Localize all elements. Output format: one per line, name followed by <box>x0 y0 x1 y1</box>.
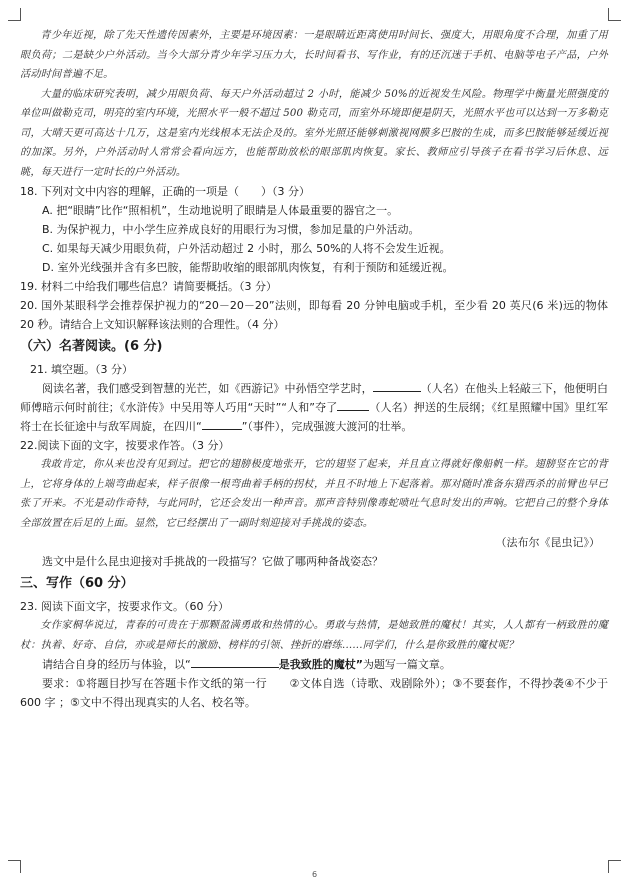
passage-paragraph-2: 大量的临床研究表明，减少用眼负荷、每天户外活动超过 2 小时，能减少 50%的近视发生风险。物理学中衡量光照强度的单位叫做勒克司，明亮的室内环境，光照水平一般不超过 500 勒克司，而室外环境即便是阴天，光照水平也可以达到一万多勒克司，大晴天更可高达十几万，这是室内光线根本无法企及的。室外光照还能够刺激视网膜多巴胺的生成，而多巴胺能够延缓近视的加深。另外，户外活动时人常常会看向远方，也能帮助放松的眼部肌肉恢复。家长、教师应引导孩子在看书学习后休息、远眺，每天进行一定时长的户外活动。 <box>20 88 608 178</box>
section-6-heading: （六）名著阅读。(6 分) <box>20 339 163 354</box>
question-22-stem: 22.阅读下面的文字，按要求作答。（3 分） <box>20 439 230 452</box>
essay-title-blank[interactable] <box>191 655 279 668</box>
question-18-option-a: A. 把“眼睛”比作“照相机”，生动地说明了眼睛是人体最重要的器官之一。 <box>42 204 399 217</box>
question-23-stem: 23. 阅读下面文字，按要求作文。（60 分） <box>20 600 229 613</box>
question-21-stem: 21. 填空题。（3 分） <box>30 363 133 376</box>
essay-requirements: 要求：①将题目抄写在答题卡作文纸的第一行 ②文体自选（诗歌、戏剧除外）；③不要套作，不得抄袭④不少于 600 字 ；⑤文中不得出现真实的人名、校名等。 <box>20 677 608 709</box>
question-18-option-d: D. 室外光线强并含有多巴胺，能帮助收缩的眼部肌肉恢复，有利于预防和延缓近视。 <box>42 261 454 274</box>
q21-text-3: （人名）押送的生辰纲；《红星照耀中国》里红军将士在长征途中与敌军周旋，在四川“ <box>20 401 608 433</box>
question-22-source: （法布尔《昆虫记》） <box>495 536 600 549</box>
question-22-question: 选文中是什么昆虫迎接对手挑战的一段描写？它做了哪两种备战姿态？ <box>42 555 383 568</box>
question-22-excerpt: 我敢肯定，你从来也没有见到过。把它的翅膀极度地张开，它的翅竖了起来，并且直立得就好像船帆一样。翅膀竖在它的背上，它将身体的上端弯曲起来，样子很像一根弯曲着手柄的拐杖，并且不时地上下起落着。那对随时准备东猎西杀的前臂也早已张了开来。不光是动作奇特，与此同时，它还会发出一种声音。那声音特别像毒蛇喷吐气息时发出的声响。它把自己的整个身体全部放置在后足的上面。显然，它已经摆出了一副时刻迎接对手挑战的姿态。 <box>20 459 608 529</box>
question-19: 19. 材料二中给我们哪些信息？请简要概括。（3 分） <box>20 280 277 293</box>
crop-mark-top-right <box>608 8 621 21</box>
essay-prompt-text: 女作家桐华说过，青春的可贵在于那颗盈满勇敢和热情的心。勇敢与热情，是她致胜的魔杖！其实，人人都有一柄致胜的魔杖：执着、好奇、自信，亦或是师长的激励、榜样的引领、挫折的磨练......同学们，什么是你致胜的魔杖呢？ <box>20 620 608 651</box>
q21-text-2: （人名）在他头上轻敲三下，他便明白师傅暗示何时前往；《水浒传》中吴用等人巧用“天时”“人和”夺了 <box>20 382 609 414</box>
exam-page <box>20 26 608 712</box>
crop-mark-top-left <box>8 8 21 21</box>
q21-text-1: 阅读名著，我们感受到智慧的光芒，如《西游记》中孙悟空学艺时， <box>42 382 373 395</box>
q21-blank-1[interactable] <box>373 379 421 392</box>
essay-instruction-pre: 请结合自身的经历与体验，以“ <box>42 658 191 671</box>
question-21-body <box>20 379 608 436</box>
page-number: 6 <box>311 870 318 879</box>
question-18-stem: 18. 下列对文中内容的理解，正确的一项是（ ）（3 分） <box>20 185 310 198</box>
q21-text-4: ”（事件），完成强渡大渡河的壮举。 <box>241 420 413 433</box>
q21-blank-2[interactable] <box>337 398 369 411</box>
essay-instruction <box>20 655 608 674</box>
question-20: 20. 国外某眼科学会推荐保护视力的“20－20－20”法则，即每看 20 分钟电脑或手机，至少看 20 英尺(6 米)远的物体 20 秒。请结合上文知识解释该法则的合理性。（4 分） <box>20 299 608 331</box>
question-18-option-b: B. 为保护视力，中小学生应养成良好的用眼行为习惯，参加足量的户外活动。 <box>42 223 420 236</box>
essay-instruction-post: 为题写一篇文章。 <box>362 658 451 671</box>
writing-section-heading: 三、写作（60 分） <box>20 576 134 591</box>
q21-blank-3[interactable] <box>202 417 242 430</box>
passage-paragraph-1: 青少年近视，除了先天性遗传因素外，主要是环境因素：一是眼睛近距离使用时间长、强度大，用眼角度不合理，加重了用眼负荷；二是缺少户外活动。当今大部分青少年学习压力大，长时间看书、写作业，有的还沉迷于手机、电脑等电子产品，户外活动时间普遍不足。 <box>20 30 608 80</box>
question-18-option-c: C. 如果每天减少用眼负荷，户外活动超过 2 小时，那么 50%的人将不会发生近视。 <box>42 242 451 255</box>
essay-title-suffix: 是我致胜的魔杖” <box>278 658 363 671</box>
